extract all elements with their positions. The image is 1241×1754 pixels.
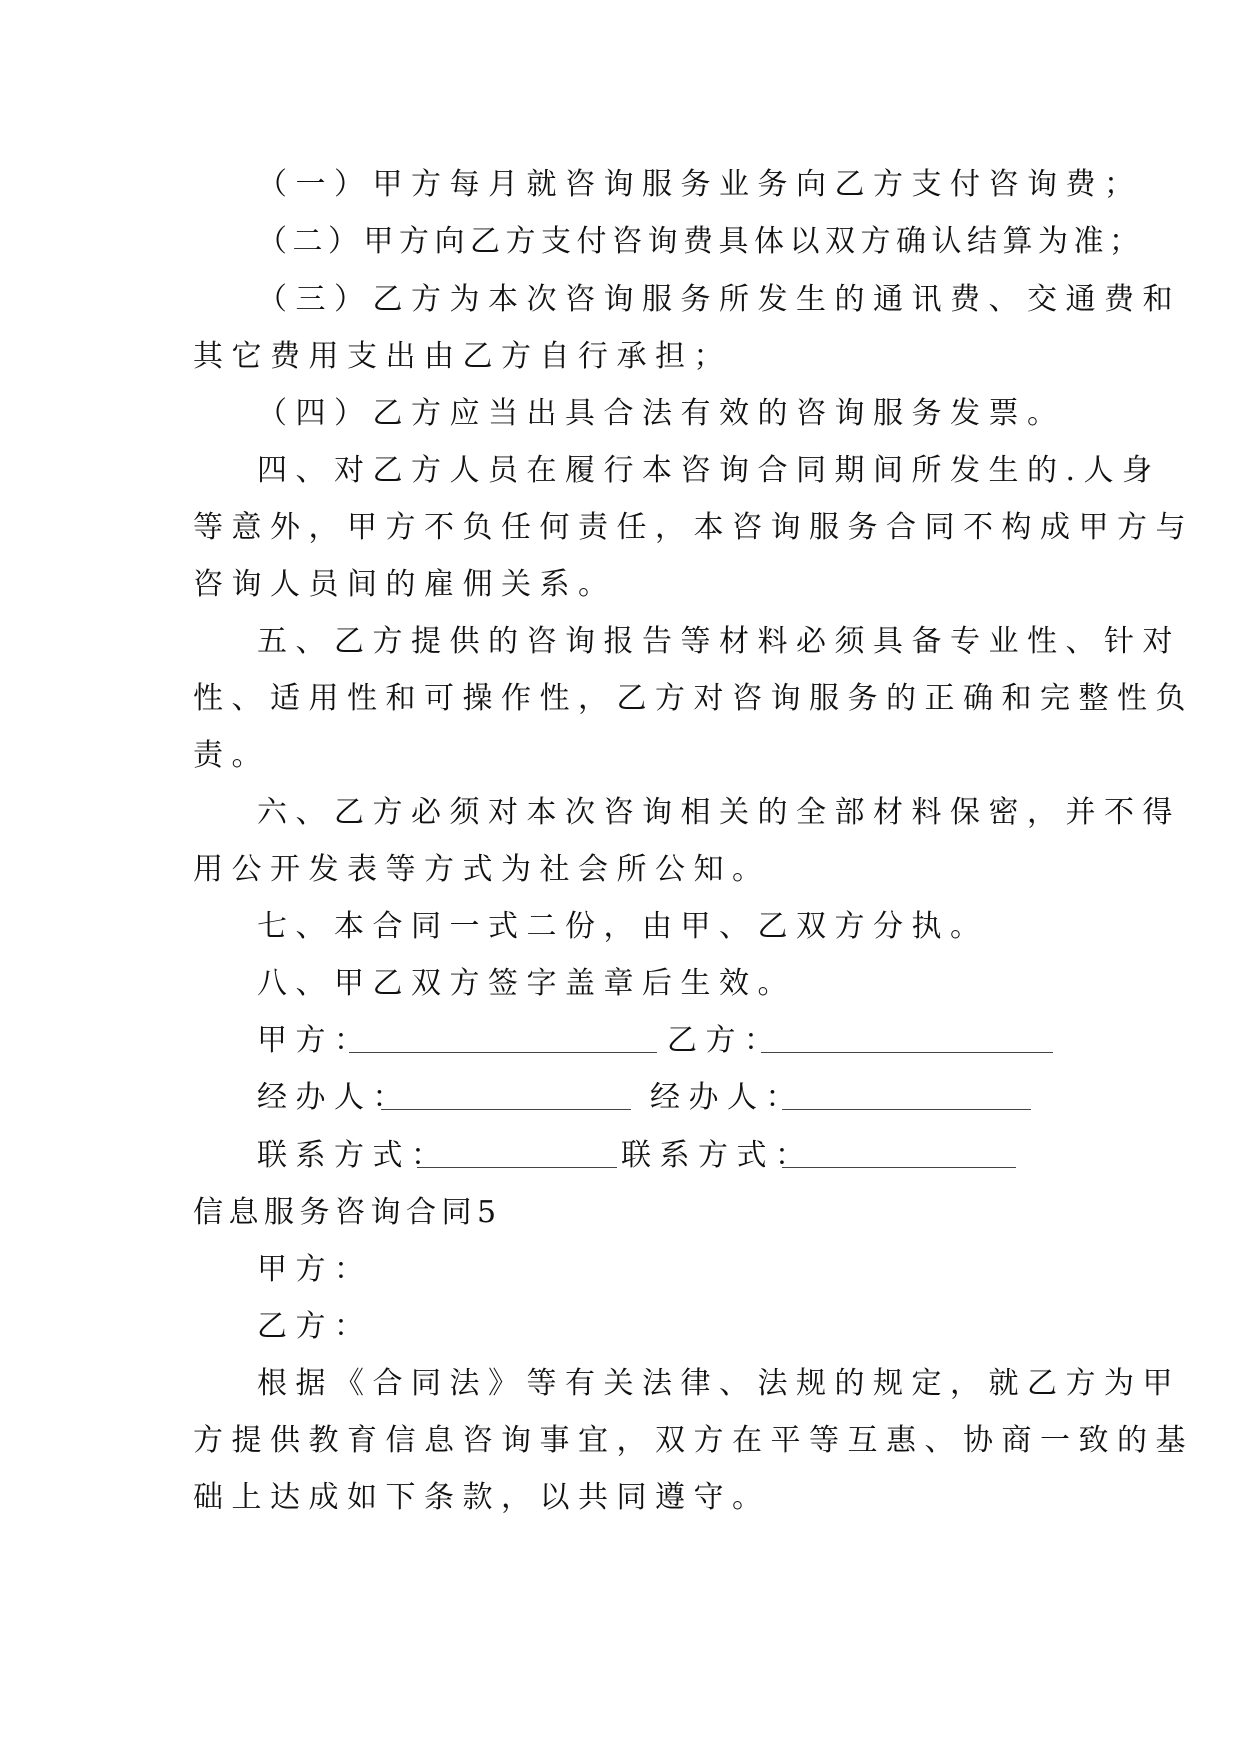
clause-6-line-1: 六、乙方必须对本次咨询相关的全部材料保密，并不得 bbox=[257, 795, 1181, 830]
clause-3-item-2: （二）甲方向乙方支付咨询费具体以双方确认结算为准； bbox=[257, 224, 1145, 259]
clause-5-line-3: 责。 bbox=[193, 738, 270, 773]
contact-a-blank bbox=[417, 1167, 617, 1168]
clause-3-item-3-line-2: 其它费用支出由乙方自行承担； bbox=[193, 339, 732, 374]
handler-a-label: 经办人： bbox=[257, 1080, 411, 1115]
next-contract-title: 信息服务咨询合同5 bbox=[193, 1195, 502, 1230]
signature-row-handlers bbox=[257, 1078, 1057, 1118]
contact-b-label: 联系方式： bbox=[621, 1138, 814, 1173]
party-a-blank bbox=[349, 1052, 657, 1053]
preamble-line-3: 础上达成如下条款，以共同遵守。 bbox=[193, 1480, 771, 1515]
clause-3-item-3-line-1: （三）乙方为本次咨询服务所发生的通讯费、交通费和 bbox=[257, 282, 1181, 317]
next-contract-party-b: 乙方： bbox=[257, 1309, 373, 1344]
clause-8: 八、甲乙双方签字盖章后生效。 bbox=[257, 966, 796, 1001]
handler-b-blank bbox=[782, 1109, 1031, 1110]
clause-3-item-1: （一）甲方每月就咨询服务业务向乙方支付咨询费； bbox=[257, 167, 1143, 202]
next-contract-party-a: 甲方： bbox=[257, 1252, 373, 1287]
party-a-label: 甲方： bbox=[257, 1023, 373, 1058]
contact-b-blank bbox=[782, 1167, 1016, 1168]
clause-6-line-2: 用公开发表等方式为社会所公知。 bbox=[193, 852, 771, 887]
handler-b-label: 经办人： bbox=[650, 1080, 804, 1115]
clause-4-line-2: 等意外，甲方不负任何责任，本咨询服务合同不构成甲方与 bbox=[193, 510, 1194, 545]
preamble-line-1: 根据《合同法》等有关法律、法规的规定，就乙方为甲 bbox=[257, 1366, 1181, 1401]
party-b-blank bbox=[761, 1052, 1053, 1053]
clause-7: 七、本合同一式二份，由甲、乙双方分执。 bbox=[257, 909, 989, 944]
signature-row-contacts bbox=[257, 1136, 1057, 1176]
handler-a-blank bbox=[381, 1109, 631, 1110]
signature-row-parties bbox=[257, 1021, 1057, 1061]
party-b-label: 乙方： bbox=[667, 1023, 783, 1058]
contact-a-label: 联系方式： bbox=[257, 1138, 450, 1173]
clause-3-item-4: （四）乙方应当出具合法有效的咨询服务发票。 bbox=[257, 396, 1066, 431]
clause-5-line-2: 性、适用性和可操作性，乙方对咨询服务的正确和完整性负 bbox=[193, 681, 1194, 716]
preamble-line-2: 方提供教育信息咨询事宜，双方在平等互惠、协商一致的基 bbox=[193, 1423, 1194, 1458]
clause-4-line-1: 四、对乙方人员在履行本咨询合同期间所发生的.人身 bbox=[257, 453, 1161, 488]
clause-4-line-3: 咨询人员间的雇佣关系。 bbox=[193, 567, 617, 602]
clause-5-line-1: 五、乙方提供的咨询报告等材料必须具备专业性、针对 bbox=[257, 624, 1181, 659]
